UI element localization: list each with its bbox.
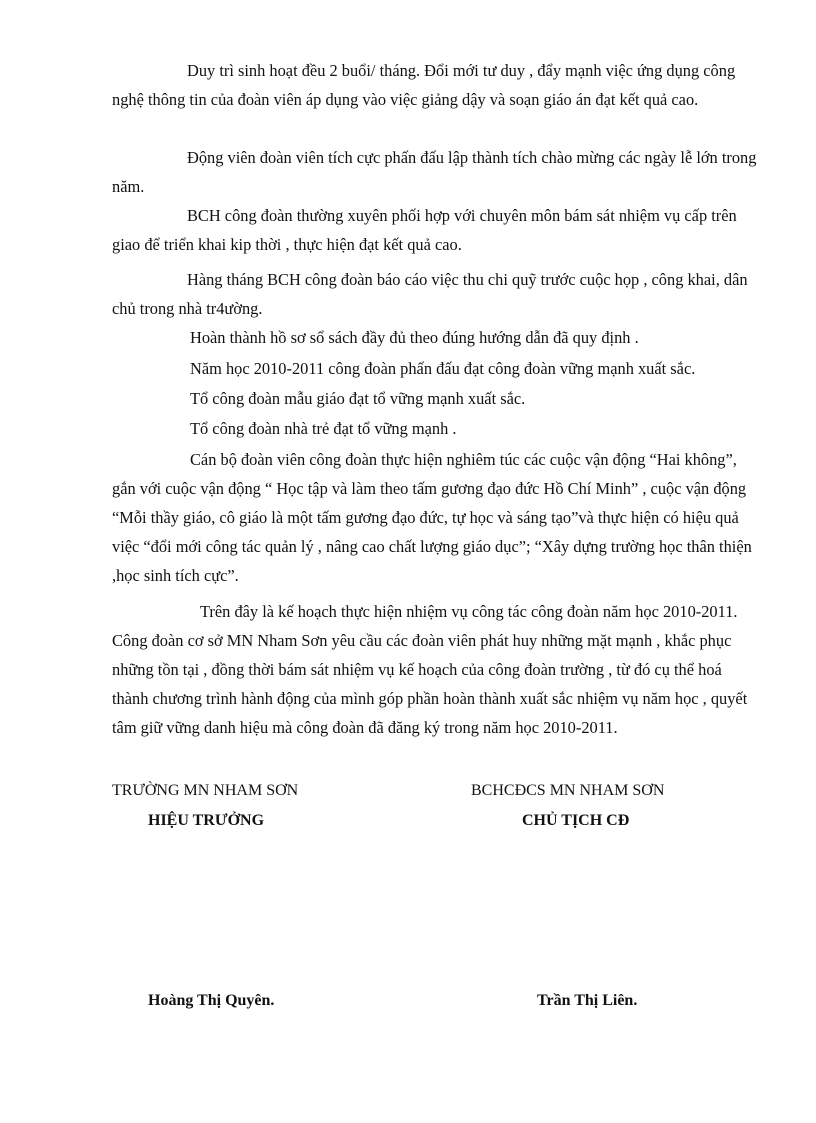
paragraph-campaigns: Cán bộ đoàn viên công đoàn thực hiện nghiêm túc các cuộc vận động “Hai không”, gắn với cuộc vận động “ Học tập và làm theo tấm gương đạo đức Hồ Chí Minh” , cuộc vận động “Mỗi thầy giáo, cô giáo là một tấm gương đạo đức, tự học và sáng tạo”và thực hiện có hiệu quả việc “đổi mới công tác quản lý , nâng cao chất lượng giáo dục”; “Xây dựng trường học thân thiện ,học sinh tích cực”. [112,450,752,585]
left-org: TRƯỜNG MN NHAM SƠN [112,782,299,799]
paragraph-coordination: BCH công đoàn thường xuyên phối hợp với chuyên môn bám sát nhiệm vụ cấp trên giao để triển khai kip thời , thực hiện đạt kết quả cao. [112,206,737,254]
paragraph-finance-report: Hàng tháng BCH công đoàn báo cáo việc thu chi quỹ trước cuộc họp , công khai, dân chủ trong nhà tr4ường. [112,270,748,318]
right-title: CHỦ TỊCH CĐ [522,812,630,829]
left-title: HIỆU TRƯỞNG [148,812,265,829]
left-name: Hoàng Thị Quyên. [148,992,275,1009]
right-name: Trần Thị Liên. [537,992,638,1009]
paragraph-encouragement: Động viên đoàn viên tích cực phấn đấu lập thành tích chào mừng các ngày lễ lớn trong năm. [112,148,757,196]
paragraph-goal-kindergarten: Tổ công đoàn mẫu giáo đạt tổ vững mạnh xuất sắc. [190,389,526,408]
paragraph-records: Hoàn thành hồ sơ sổ sách đầy đủ theo đúng hướng dẫn đã quy định . [190,328,639,347]
paragraph-conclusion: Trên đây là kế hoạch thực hiện nhiệm vụ công tác công đoàn năm học 2010-2011. Công đoàn cơ sở MN Nham Sơn yêu cầu các đoàn viên phát huy những mặt mạnh , khắc phục những tồn tại , đồng thời bám sát nhiệm vụ kế hoạch của công đoàn trường , từ đó cụ thể hoá thành chương trình hành động của mình góp phần hoàn thành xuất sắc nhiệm vụ năm học , quyết tâm giữ vững danh hiệu mà công đoàn đã đăng ký trong năm học 2010-2011. [112,602,748,737]
paragraph-goal-nursery: Tổ công đoàn nhà trẻ đạt tổ vững mạnh . [190,419,457,438]
paragraph-goal-union: Năm học 2010-2011 công đoàn phấn đấu đạt công đoàn vững mạnh xuất sắc. [190,359,696,378]
paragraph-activities: Duy trì sinh hoạt đều 2 buổi/ tháng. Đổi mới tư duy , đẩy mạnh việc ứng dụng công nghệ thông tin của đoàn viên áp dụng vào việc giảng dậy và soạn giáo án đạt kết quả cao. [112,61,736,109]
right-org: BCHCĐCS MN NHAM SƠN [471,782,665,799]
